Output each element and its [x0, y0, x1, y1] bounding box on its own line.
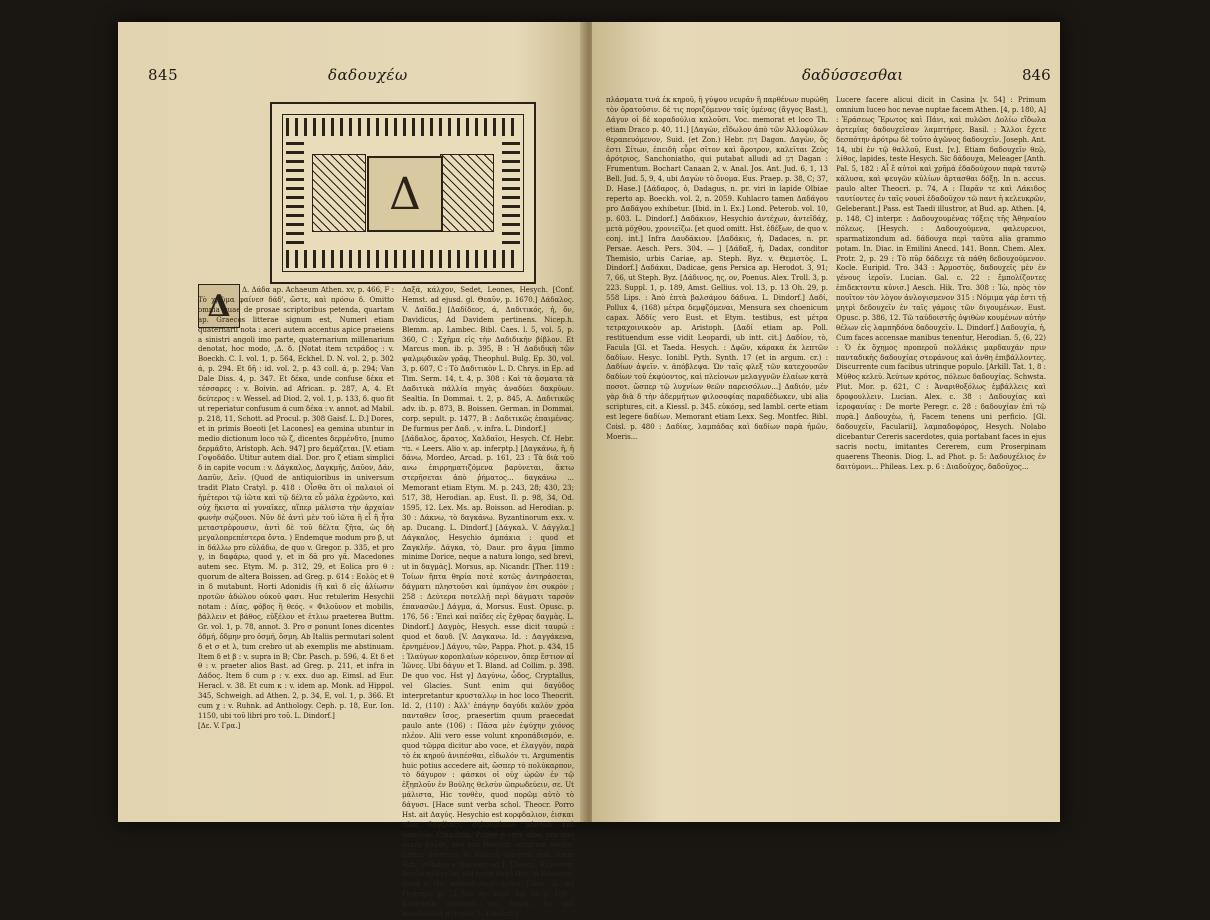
decorative-headpiece	[270, 102, 536, 284]
column-a-text: Δ. Δάδα ap. Achaeum Athen. xv, p. 466, F : Τὸ χρῶμα φαίνεσ δάδ', ὥστε, καὶ πρόσω δ. Omitto omnia quae de prosae scriptoribus petenda, quartam ap. Graecos litterae signum est, Numeri etiam quaternarii nota : aceri autem accentus apice praeiens a sinistri angoli imo parte, quaternarium millenarium denotat, hoc modo, ,Δ. δ. [Notat item τετράδος : v. Boeckh. C. I. vol. 1, p. 564, Eckhel. D. N. vol. 2, p. 302 ά, p. 294. Et δῆ : id. vol. 2, p. 43 coll. ά, p. 294; Van Dale Diss. 4, p. 347. Et δέκα, unde confuse δέκα et τέσσαρες : v. Boivin. ad African. p. 287, A, 4. Et δεύτερος : v. Wessel. ad Diod. 2, vol. 1, p. 133, δ. quo fit ut reperiatur confusum ά cum δέκα : v. annot. ad Mabil. p. 218, 11, Schott. ad Procul. p. 308 Gaisf. L. D.] Dores, et in primis Boeoti [et Lacones] ea gemina utuntur in medio dictionum loco τῶ ζ, dicentes δερμένδτο, [numo δερμάδτο, Aristoph. Ach. 947] pro δεμάζεται. [V. etiam Γοψοδάδο. Utitur autem dial. Dor. pro ζ etiam simplici δ in capite vocum : v. Δάγκαλος, Δαγκμῆς, Δαῦον, Δάν, Δαπῦν, Δεῖν. (Quod de antiquioribus in universum tradit Plato Cratyl. p. 418 : Οἶσθα ὅτι οἱ παλαιοὶ οἱ ἡμέτεροι τῷ ἰῶτα καὶ τῷ δέλτα εὖ μάλα ἐχρῶντο, καὶ οὐχ ἥκιστα αἱ γυναῖκες, αἵπερ μάλιστα τὴν ἀρχαίαν φωνὴν σῴζουσι. Νῦν δὲ ἀντὶ μὲν τοῦ ἰῶτα ἢ εἶ ἢ ἦτα μεταστρέφουσιν, ἀντὶ δὲ τοῦ δέλτα ζῆτα, ὡς δὴ μεγαλοπρεπέστερα ὄντα. ) Endemque modum pro β, ut in δάλλω pro εὐλάδω, de quo v. Gregor. p. 335, et pro γ, in δαφάρω, quod γ, et in δᾶ pro γᾶ. Macedones autem sec. Etym. M. p. 312, 29, et Eolica pro θ : quorum de altera Boissen. ad Greg. p. 614 : Εολὸς et θ in δ mutabunt. Horti Adonidis (ἢ καὶ δ εἰς ἁλίωσιν προτῶν ἀδώλου οὐκοῦ φασι. Huc retulerim Hesychii notam : Δίας, φόβος ἢ θεός. « Φιλοῦνον et mobilis, βάλλειν et βάθος, εὐξέλον et ἐτλιω praeterea Buttm. Gr. vol. 1, p. 78, annot. 3. Pro σ ponunt Iones dicentes ὀδμή, ὄδμην pro ὀσμή, ὄσμη. Ab Italiis permutari solent δ et σ et λ, tum crebro ut ab exemplis me abstinuam. Item δ et β : v. supra in B; Cbr. Pasch. p. 596, 4. Et δ et θ : v. praeter alios Bast. ad Greg. p. 211, et infra in Δάδος. Item δ cum ρ : v. exx. duo ap. Eimsl. ad Eur. Heracl. v. 38. Et cum κ : v. idem ap. Monk. ad Hippol. 345, Schweigh. ad Athen. 2, p. 34, E, vol. 1, p. 366. Et cum χ : v. Ruhnk. ad Anthology. Ceph. p. 18, Eur. Ion. 1150, ubi τοῦ libri pro τοῦ. L. Dindorf.]	[198, 286, 394, 720]
column-b	[402, 286, 575, 919]
column-b-text-2: [Δάδαλος, ἄρατος, Χαλδαῖοι, Hesych. Cf. Hebr. בּוֹר. « Leers. Alio v. ap. inferptp.] [Δαγκάνω, ἡ, ἡ δάνω, Mordeo, Arcad. p. 161, 23 : Τὰ διὰ τοῦ ανω ἐπιρρηματιζόμενα βαρύνεται, ἄκτω στερῆσεται ἀπὸ ῥήματος... δαγκάνω ... Memorant etiam Etym. M. p. 243, 28; 430, 23; 517, 38, Herodian. ap. Eust. Il. p. 98, 34, Od. 1595, 12. Lex. Ms. ap. Boisson. ad Herodian. p. 30 : Δάκνω, τὸ δαγκάνω. Byzantinorum exx. v. ap. Ducang. L. Dindorf.] [Δάγκαλ. V. Δάγγλα.] Δάγκαλος, Hesychio ἀμπάκια : quod et Ζαγκλῆν. Δάγκα, τὸ, Daur. pro ἄγμα [immo minime Dorice, neque a natura longo, sed brevi, ut in δαγμὰς]. Morsus, ap. Nicandr. [Ther. 119 : Τοίων ἥπτα θηρία ποτὲ κοτῶς ἀντηράσεται, δάγματι πληστοῦσι καὶ ὑμπάγον ἐσι συκρὸν ; 258 : Δεύτερα ποτελλῇ περὶ δάγματι ταρσὸν ἐπανασῶν.] Δάγμα, ά, Morsus. Eust. Opusc. p. 176, 56 : Ἐπεὶ καὶ παῖδες εἰς ἔχθρας δαγμὰς. L. Dindorf.] Δαγμὸς, Hesych. esse dicit ταυρώ : quod et δαυδ. [V. Δαγκανω. Id. : Δαγγάκενα, ἐρνημένον.] Δάγνυ, τῶν, Pappa. Phot. p. 434, 15 : Ἰλαύγων κοροπλαίων κόρεινον, ὅπερ ἔστιον αἱ Ἰῶνες. Ubi δάγυν et Ἰ. Bland. ad Collim. p. 398. De quo voc. Hst γ] Δαγύνω, ὧδος, Cryptallus, vel Glacies. Sunt enim qui δαγύδος interpretantur κρυσταλλῳ in hoc loco Theocrit. Id. 2, (110) : Ἀλλ' ἐπάγην δαγύδι καλὸν χρόα πανταθεν ἴσος, praesertim quum praecedat paulo ante (106) : Πᾶσα μὲν ἐψύχην χιόνος πλέον. Alii vero esse volunt κηροπάδισμόν, e. quod τῶμρα dicitur abo voce, et ἐλαγγὸν, παρὰ τὸ ἐκ κηροῦ ἀνιπέσθαι, εἰδωλόν τι. Argumentis huic potius accedere ait, ὥσπερ τὸ πολύκαρπον, τὸ δάγυρον : φάσκοι οἱ οὐχ ὡρῶν ἐν τῷ ἐξηπλοῦν ἐν Βούλης θελσὺν ὥπρωδεύειν, σε. Ut μάλιστα, Hic τονθὲν, quod πορῶμ αὐτὸ τὸ δάγυσι. [Hace sunt verba schol. Theocr. Porro Hst. ait Δαγύς. Hesychio est κορφδαλιον, ἐισκαι τῶνι δαγέλοςι, σηλουμένων μάντων καὶ νεανίων. Cinaillum, Puppe e cera alba, pro quo supra δαγὸς, sed hoc Hesych. scriptum melior. [immo deterius, ut dudum viderunt inst. Idem Hst., collatus a Valcken. ad I. Theocr., Κόγοσας; δοτῶν πλαγγῶν, ubi recte δαγῦ Hst. in Κόγοσας, quod v. His addunt Angl. schol. Clem. Al. ad Protrept. p. 51 Ms. ap. Bast. Ep. cr. p. 196 : Κοραδοῖα καλοῦσι τὰς δάγυς, ἃς καὶ κοροδούλια μέτιμον. L. Dindorf.]	[402, 434, 575, 919]
running-head: δαδουχέω	[328, 66, 408, 84]
page-number: 845	[148, 66, 179, 84]
open-book	[118, 22, 1060, 919]
right-page	[592, 22, 1060, 822]
column-a	[198, 286, 394, 806]
running-head: δαδύσσεσθαι	[802, 66, 904, 84]
ornament-initial: Δ	[367, 156, 443, 232]
column-c	[606, 96, 828, 812]
column-b-text: Δαξά, κάλχον, Sedet, Leones, Hesych. [Conf. Hemst. ad ejusd. gl. Θεαῦν, p. 1670.] Δάδαλος. V. Δαῖδα.] [Δαδίδεος, ά, Δαδιτικός, ἡ, ὄν, Davidicus, Ad Davidem pertinens. Nicep.h. Blemm. ap. Lambec. Bibl. Caes. l. 5, vol. 5, p. 360, C : Σχῆμα εἰς τὴν Δαδιδικὴν βίβλον. Et Marcus mon. ib. p. 395, B : Ἡ Δαδιδικὴ τῶν ψαλμῳδικῶν γρᾶφ, Theophul. Bulg. Ep. 30, vol. 3, p. 607, C : Τὸ Δαδιτικὸν L. D. Chrys. in Ep. ad Tim. Serm. 14, t. 4, p. 308 : Καὶ τὰ ᾄσματα τὰ Δαδιτικὰ πάλλία πηγὰς ἀναδύει δακρύων. Sealtia. In Dommai. t. 2, p. 845, A. Δαδιτικῶς adv. ib. p. 873, B. Boissen. German. in Dommai. corp. sepult. p. 1477, B : Δαδιτικῶς ἐπαιμένας. De furmus per Δαδ. , v. infra. L. Dindorf.]	[402, 286, 574, 433]
column-a-end: [Δε. V. Γρα.]	[198, 721, 241, 730]
left-page	[118, 22, 586, 919]
page-number: 846	[1022, 66, 1051, 84]
drop-cap: Δ	[198, 284, 240, 328]
ornament-panel-left	[312, 154, 366, 232]
column-c-text: πλάσματα τινά ἐκ κηροῦ, ἢ γύψου νευρᾶν ἢ παρθένων πυρώθη τὸν ὀρατοῦσιν. δὲ τις ποριζόμενον ταῖς ὑμένας (ἄγγος Bast.), Δάγυν οἱ δὲ κοραδούλια καλοῦσι. Voc. memorat et loco Th. etiam Draco p. 40, 11.] [Δαγών, εἴδωλον ἀπὸ τῶν Ἀλλοφύλων θεραπευόμενον, Suid. (et Zon.) Hebr. דָּגוֹן Dagon. Δαγὼν, ὅς ἐστι Σίτων, ἐπειδὴ εὗρε σῖτον καὶ ἄροτρον, καλεῖται Ζεὺς ἀρότριος, Sanchoniatho, qui putabat alludi ad דָּגָן Dagan : Frumentum. Bochart Canaan 2, v. Anal. Jos. Ant. Jud. 6, 1, 13 Bell. Jud. 5, 9, 4, ubi Δαγὼν τὸ ὄνομα. Eus. Praep. p. 38, C; 37, D. Hase.] [Δάδαρος, ὁ, Dadagus, n. pr. viri in lapide Olbiae reperto ap. Boeckh. vol. 2, n. 2059. Kuhlacro tamen Δαδάγου pro Δαδάγου exhibetur. [Ibid. in l. Ex.] Lond. Peterob. vol. 10, p. 603. L. Dindorf.] Δαδάκιον, Hesychio ἀντέχων, ἀντεῖδάχ, μετὰ μόχθου, χρονιεῖζω. [et quod omitt. Hst. ἐδέξων, de quo v. conj. int.] Infra Δαυδάκιον. [Δαδάκις, ἡ, Dadaces, n. pr. Persae. Aesch. Pers. 304. — ] [Δάδαξ, ἡ, Dadax, conditor Themisio, urbis Cariae, ap. Steph. Byz. v. Θεμιστὸς. L. Dindorf.] Δαδάκαι, Dadicae, gens Persica ap. Herodot. 3, 91; 7, 66, ut Steph. Byz. [Δάδινος, ης, ον, Poenus. Alex. Troll. 3, p. 223. Suppl. 1, p. 189, Amst. Gellius. vol. 13, p. 13 Oh. 29, p. 558 Lips. : Ἀπὸ ἐπτὰ βαλσάμου δάδινα. L. Dindorf.] Δαδί, Pollux 4, (168) μέτρα δεμφζόμεναι, Mensura sex choenicum capax. Ἀδδίς vero Eust. et Etym. testibus, est μέτρα τετραχοινικοὸν ap. Aristoph. [Δαδί etiam ap. Poll. restituendum esse vidit Leopardi, ub intt. cit.] Δαδίον, τὸ, Facula [Gl. et Taeda. Hesych. : Δφῶν, κάρακα ἐκ λεπτῶν δαδίων. Hesyc. Ionibl. Pyth. Synth. 17 (et in argum. cr.) : Δαδίων ἀψεῖν. v. ἀπόβλεψα. Ὡν ταῖς φλεξ τῶν κατεχουσῶν δαδίων τοῦ ἐκφύοντος, καὶ πλείονων μελαγγνῶν ἐλαίων κατὰ ποσοτ. ὥσπερ τῷ λυχνίων θεῶν παρεισόλων...] Δαδιόν, μέν γὰρ διὰ δ τὴν ἀδερμήτων φιλοσοφίας παραδέδωκεν, ubi alia scriptures, cit. a Kiessl. p. 345. εὐκόσμ, sed Iambl. certe etiam est legere δαδίων. Memorant etiam Lexx. Seg. Montfec. Bibl. Coisl. p. 480 : Δαδίας, λαμπάδας καὶ δαδίων παρὰ ἠμῶν, Moeris...	[606, 96, 829, 441]
column-d-text: Lucere facere alicui dicit in Casina [v. 54] : Primum omnium luceo hoc nevae nuptae facem Athen. [4, p. 180, A] : Ἐράσεως Ἔρωτος καὶ Πάνι, καὶ πυλῶσι Δολίω εἴδωλα ἀρτεμίας δαδουχεῖσαν λαμπτήρες. Basil. : Ἄλλοι ἔχετε δεσπότην ἀρότρω δὲ τοῦτο ἀγῶνος δαδουχεῖν. Joseph. Ant. 14, ubi ἐν τῷ θαλλοῦ, Eust. [v.]. Etiam δαδουχεῖν θεῷ, λίθος, lapides, teste Hesych. Sic δάδουχα, Meleager [Anth. Pal. 5, 182 : Αἶ ἔ αὐτοὶ καὶ χρῆμά ἐδαδούχουν παρὰ ταυτῷ κάλυσα, καὶ ψευγῶν κὐλίων ἄρτασθαι δόξῃ. In n. accus. paulo alter Theocri. p. 74, A : Παρᾶν τε καὶ Λάκιδος ταυτίοντες ἐν ταῖς νουσὶ ἐδαδοῦχον τῶ παντ ἡ κελευκρῶν, Geleberant.] Pass. est Taedi illustror, at Bud. ap. Athen. [4, p. 148, C] interpr. : Δαδουχουμένας τόξεις τῆς Ἀθηναίου πόλεως. [Hesych. : Δαδουχούμενα, φαλευρενοι, sparmatizondum ad. δάδουχα περὶ ταῦτα alia grammo potam. In. Diac. in Emilini Anecd. 141. Bonn. Chem. Alex. Protr. 2, p. 29 : Τὸ πῦρ δάδειχε τὰ πάθη δεδουχούμενον. Kocle. Euripid. Tro. 343 : Ἀρμοστὸς, δαδουχεῖς μὲν ἐν γένους ἱεροῖν. Lucian. Gal. c. 22 : ἔμπολίζοντες ἐπιδεκτοντα κὐνισ.] Aesch. Hik. Tro. 308 : Ἰὼ, πρὸς τὸν πουῖτον τὸν λὸγον ἀνλογισμενον 315 : Νόμιμα γὰρ ἐστι τῇ μητρὶ δεδουχεῖν ἐν ταῖς γάμοις τῶν διγουμένων. Eust. Opusc. p. 386, 12. Tῶ ταὐδοιστῆς ὀψιθὼν κουμένων αὐτὴν θέλων εἰς λαμπηδόνα δαδουχεῖν. L. Dindorf.] Δαδουχία, ἡ, Cum faces accensae manibus tenentur, Herodian. 5, (6, 22) : Ὁ ἐκ ὄχημος προπεροῦ πολλάκις μαρδαυχάν πριν πανταδικὴς δαδουχίας στεφάνους καὶ ἀνθη ἐπιβάλλοντες. Discurrente cum facibus utrinque populo. [Arkill. Tat. 1, 8 : Μύθος κελεύ. Ἀεύτων κρότος, πόλεωc δαδουχίας. Schwsta. Plut. Mor. p. 621, C : Ἀναριθοξόλως ἐμβάλλεις καὶ δροφουλλειν. Lucian. Alex. c. 38 : Δαδουχίας καὶ ἱεροφανίας : De morte Peregr. c. 28 : δαδουχίαν ἐπὶ τῷ πυρὰ.] Δαδουχέω, ἡ, Facem tenens uni perficio. [Gl. δαδουχεῖν, Facularii], λαμπαδοφόρος, Hesych. Nolabo dicebantur Cereris sacerdotes, quia portabant faces in ejus sacris noctu, imitantes Cererem, cum Proserpinam quaerens Theonis. Diog. L. ad Phot. p. 5: Δαδουχέλιος ἐν δαιτύμονι... Phileas. Lex. p. 6 : Διαδοῦχος, δαδοῦχος...	[836, 96, 1046, 471]
column-d	[836, 96, 1046, 812]
ornament-panel-right	[440, 154, 494, 232]
